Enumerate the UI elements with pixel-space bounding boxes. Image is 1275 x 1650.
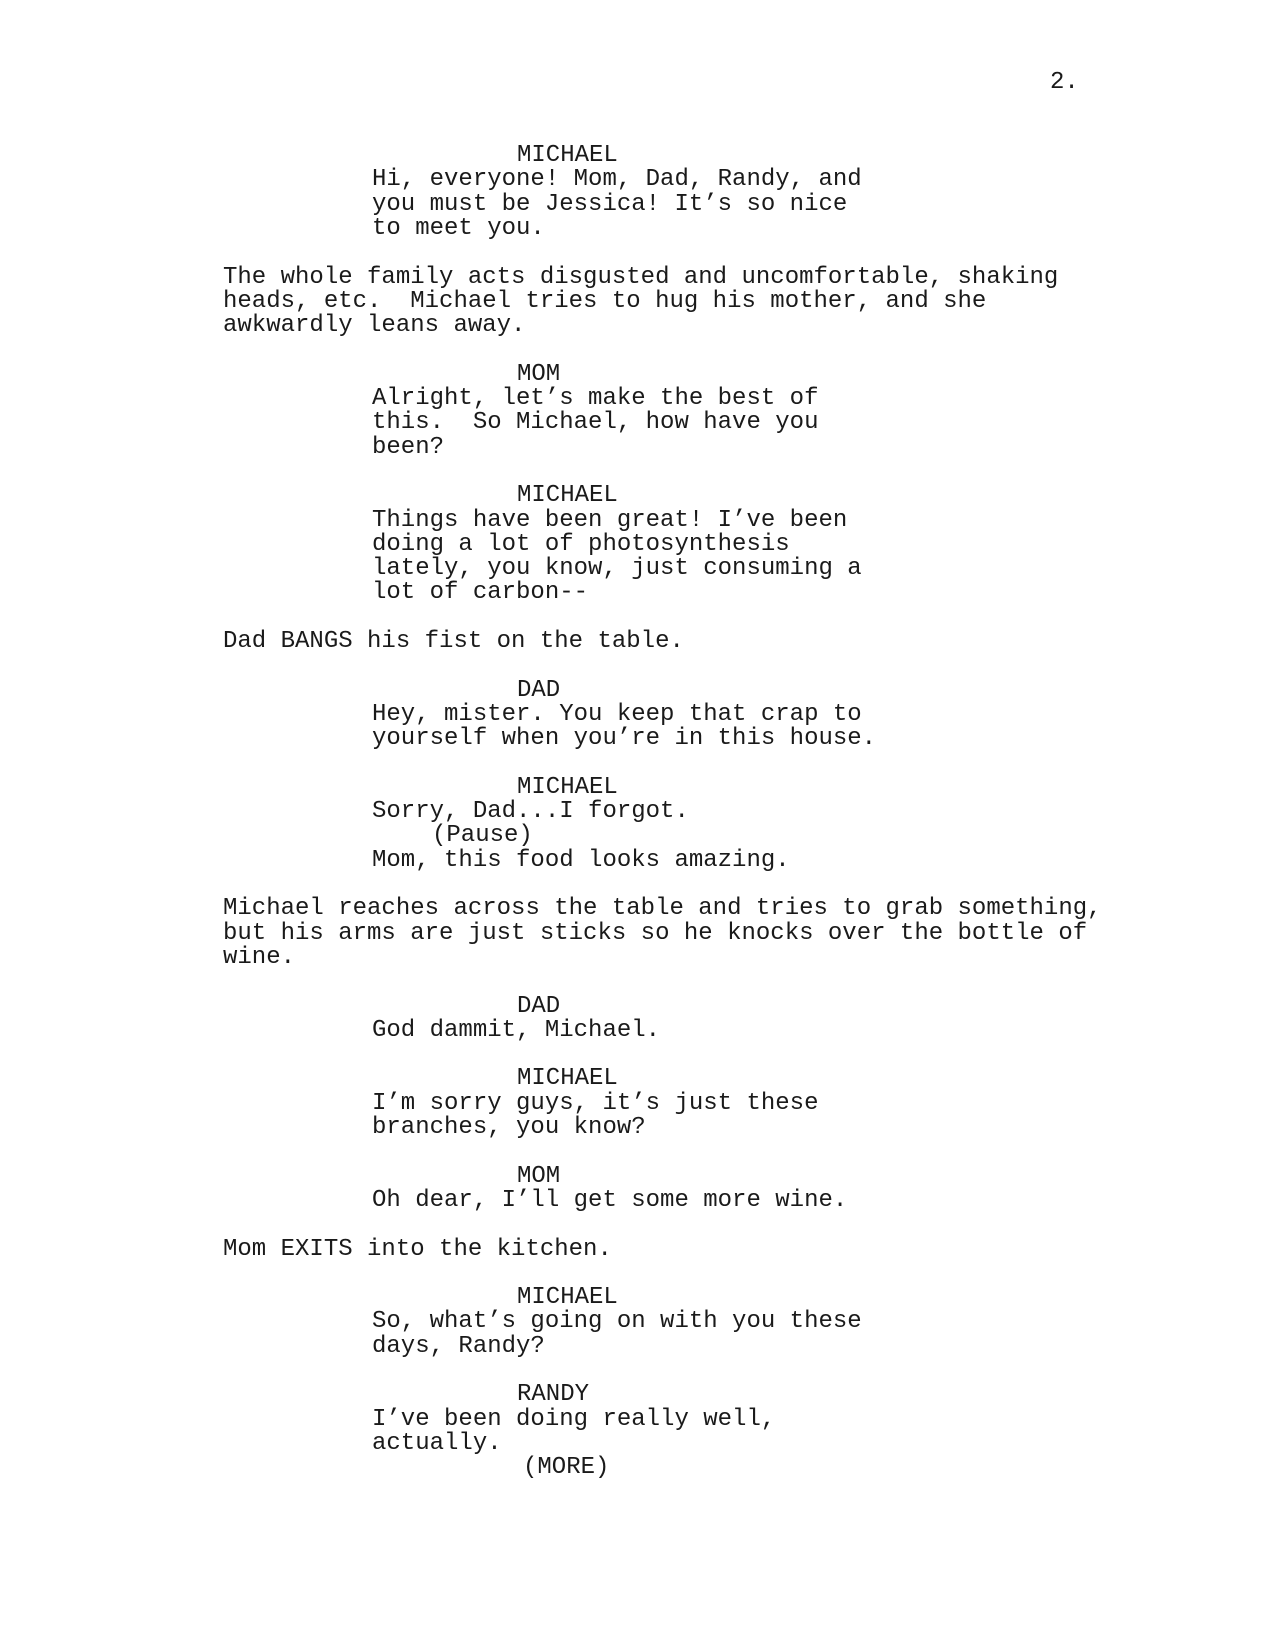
dialogue-line: Sorry, Dad...I forgot. [372,798,689,826]
character-name: MICHAEL [517,773,618,801]
dialogue-line: days, Randy? [372,1332,545,1360]
parenthetical: (Pause) [432,822,533,850]
dialogue-line: Hi, everyone! Mom, Dad, Randy, and [372,166,862,194]
action-line: wine. [223,943,296,971]
dialogue-line: Alright, let’s make the best of [372,385,819,412]
more-marker: (MORE) [523,1454,610,1482]
action-line: but his arms are just sticks so he knocks over the bottle of [223,919,1088,947]
character-name: MOM [517,1162,561,1190]
character-name: RANDY [517,1381,590,1409]
dialogue-line: been? [372,433,445,461]
dialogue-line: to meet you. [372,214,545,242]
action-line: The whole family acts disgusted and uncomfortable, shaking [223,263,1059,291]
page-number: 2. [1050,69,1079,96]
character-name: DAD [517,992,561,1020]
character-name: MICHAEL [517,482,618,510]
dialogue-line: branches, you know? [372,1114,646,1141]
character-name: MICHAEL [517,142,618,169]
dialogue-line: Mom, this food looks amazing. [372,846,790,874]
dialogue-line: yourself when you’re in this house. [372,725,877,753]
action-line: Dad BANGS his fist on the table. [223,628,684,655]
action-line: heads, etc. Michael tries to hug his mother, and she [223,287,987,315]
action-line: awkwardly leans away. [223,312,526,340]
dialogue-line: I’m sorry guys, it’s just these [372,1089,819,1117]
dialogue-line: doing a lot of photosynthesis [372,530,790,558]
character-name: DAD [517,676,561,704]
character-name: MICHAEL [517,1284,618,1312]
character-name: MICHAEL [517,1065,618,1093]
dialogue-line: lately, you know, just consuming a [372,555,862,583]
action-line: Michael reaches across the table and tries to grab something, [223,895,1102,923]
dialogue-line: So, what’s going on with you these [372,1308,862,1336]
dialogue-line: this. So Michael, how have you [372,409,819,437]
dialogue-line: Hey, mister. You keep that crap to [372,700,862,728]
character-name: MOM [517,360,561,388]
dialogue-line: Things have been great! I’ve been [372,506,848,534]
dialogue-line: God dammit, Michael. [372,1016,661,1044]
dialogue-line: I’ve been doing really well, [372,1405,776,1433]
dialogue-line: Oh dear, I’ll get some more wine. [372,1186,848,1214]
action-line: Mom EXITS into the kitchen. [223,1235,612,1263]
dialogue-line: lot of carbon-- [372,579,589,607]
dialogue-line: actually. [372,1429,502,1457]
dialogue-line: you must be Jessica! It’s so nice [372,190,848,218]
